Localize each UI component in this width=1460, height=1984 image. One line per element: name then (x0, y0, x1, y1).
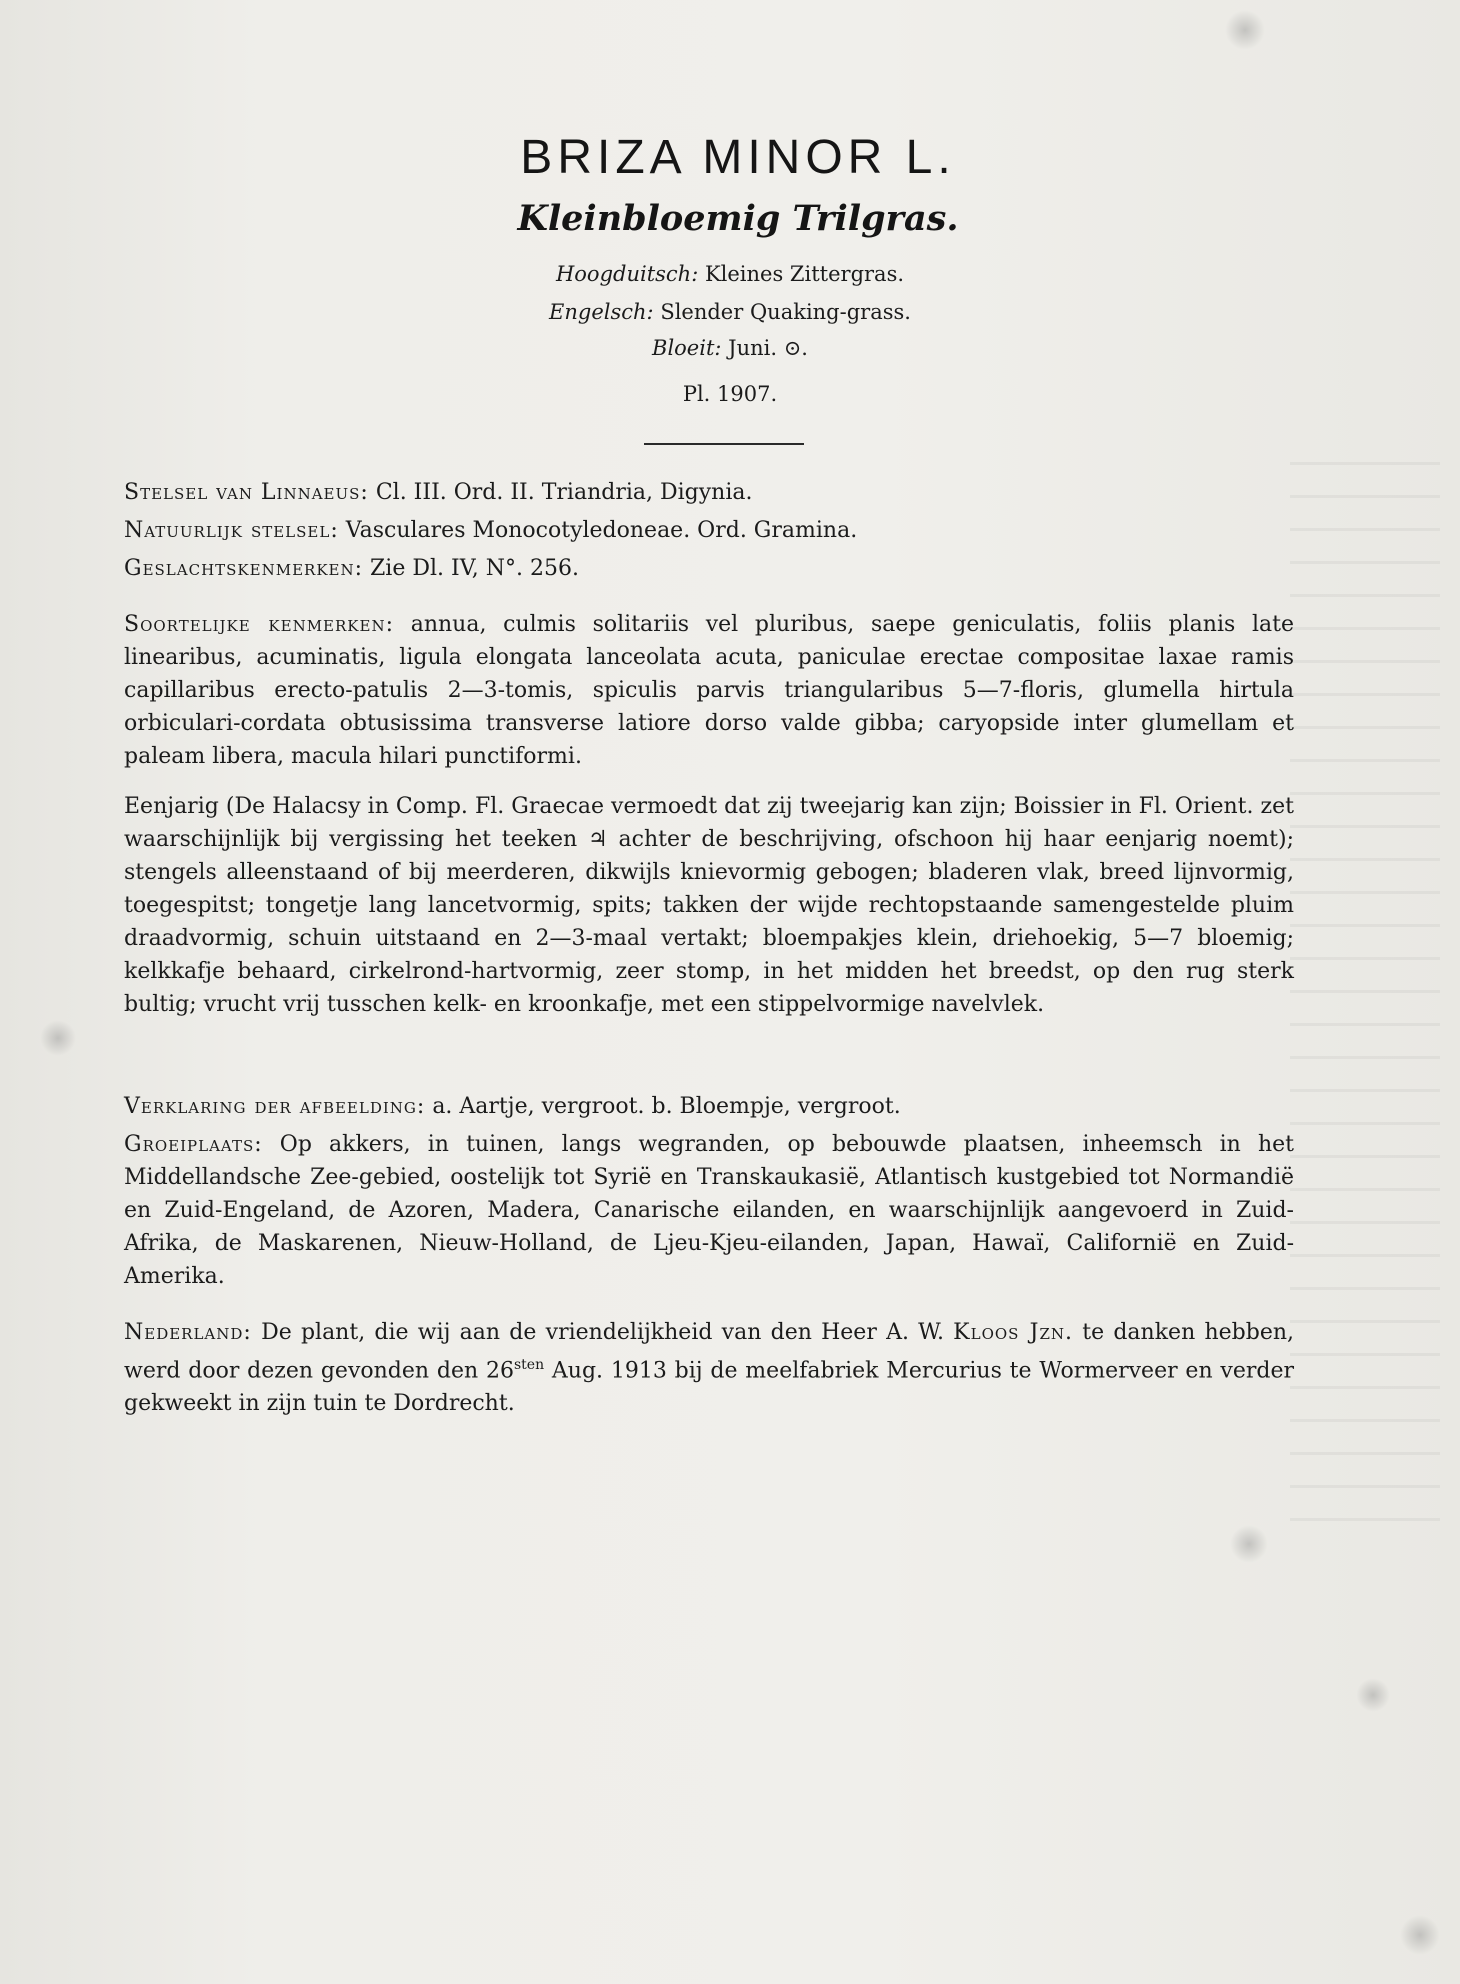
plate-number: Pl. 1907. (682, 382, 778, 406)
page-subtitle: Kleinbloemig Trilgras. (517, 198, 959, 239)
divider-rule (644, 443, 804, 445)
genus-characters (124, 552, 1294, 585)
paper-spot (1225, 10, 1265, 50)
paper-spot (1356, 1678, 1390, 1712)
natural-text: Vasculares Monocotyledoneae. Ord. Gramina. (345, 518, 858, 543)
netherlands-paragraph (124, 1316, 1294, 1420)
linnaeus-label: Stelsel van Linnaeus: (124, 480, 369, 505)
illustration-text: a. Aartje, vergroot. b. Bloempje, vergroot. (432, 1094, 901, 1119)
paper-spot (1400, 1915, 1440, 1955)
english-value: Slender Quaking-grass. (660, 300, 911, 324)
linnaeus-text: Cl. III. Ord. II. Triandria, Digynia. (375, 480, 753, 505)
description-paragraph: Eenjarig (De Halacsy in Comp. Fl. Graecae vermoedt dat zij tweejarig kan zijn; Boissier in Fl. Orient. zet waarschijnlijk bij vergissing het teeken ♃ achter de beschrijving, ofschoon hij haar eenjarig noemt); stengels alleenstaand of bij meerderen, dikwijls knievormig gebogen; bladeren vlak, breed lijnvormig, toegespitst; tongetje lang lancetvormig, spits; takken der wijde rechtopstaande samengestelde pluim draadvormig, schuin uitstaand en 2—3-maal vertakt; bloempakjes klein, driehoekig, 5—7 bloemig; kelkkafje behaard, cirkelrond-hartvormig, zeer stomp, in het midden het breedst, op den rug sterk bultig; vrucht vrij tusschen kelk- en kroonkafje, met een stippelvormige navelvlek. (124, 794, 1294, 1017)
netherlands-text-2: te danken hebben, werd door dezen gevonden den 26 (124, 1320, 1294, 1384)
illustration-explanation (124, 1090, 1294, 1123)
genus-label: Geslachtskenmerken: (124, 556, 364, 581)
blooms-label: Bloeit: (652, 336, 722, 360)
german-name (0, 262, 1460, 286)
english-label: Engelsch: (549, 300, 654, 324)
english-name (0, 300, 1460, 324)
netherlands-text-1: De plant, die wij aan de vriendelijkheid van den Heer A. W. (261, 1320, 944, 1345)
bloom-period (0, 336, 1460, 360)
habitat-text: Op akkers, in tuinen, langs wegranden, op bebouwde plaatsen, inheemsch in het Middellandsche Zee-gebied, oostelijk tot Syrië en Transkaukasië, Atlantisch kustgebied tot Normandië en Zuid-Engeland, de Azoren, Madera, Canarische eilanden, en waarschijnlijk aangevoerd in Zuid-Afrika, de Maskarenen, Nieuw-Holland, de Ljeu-Kjeu-eilanden, Japan, Hawaï, Californië en Zuid-Amerika. (124, 1132, 1294, 1289)
paper-spot (40, 1020, 76, 1056)
show-through-shadow (1290, 440, 1440, 1540)
species-text: annua, culmis solitariis vel pluribus, saepe geniculatis, foliis planis late linearibus, acuminatis, ligula elongata lanceolata acuta, paniculae erectae compositae laxae ramis capillaribus erecto-patulis 2—3-tomis, spiculis parvis triangularibus 5—7-floris, glumella hirtula orbiculari-cordata obtusissima transverse latiore dorso valde gibba; caryopside inter glumellam et paleam libera, macula hilari punctiformi. (124, 612, 1295, 769)
date-superscript: sten (513, 1357, 545, 1373)
german-value: Kleines Zittergras. (704, 262, 905, 286)
german-label: Hoogduitsch: (555, 262, 699, 286)
natural-system (124, 514, 1294, 547)
habitat-paragraph (124, 1128, 1294, 1293)
collector-name: Kloos Jzn. (953, 1320, 1074, 1345)
netherlands-label: Nederland: (124, 1320, 252, 1345)
species-label: Soortelijke kenmerken: (124, 612, 394, 637)
page-title: BRIZA MINOR L. (520, 131, 956, 184)
paper-spot (1230, 1525, 1268, 1563)
blooms-value: Juni. ⊙. (728, 336, 808, 360)
natural-label: Natuurlijk stelsel: (124, 518, 339, 543)
genus-text: Zie Dl. IV, N°. 256. (370, 556, 579, 581)
illustration-label: Verklaring der afbeelding: (124, 1094, 426, 1119)
linnaeus-system (124, 476, 1294, 509)
habitat-label: Groeiplaats: (124, 1132, 263, 1157)
netherlands-text-3: Aug. 1913 bij de meelfabriek Mercurius te Wormerveer en verder gekweekt in zijn tuin te Dordrecht. (124, 1358, 1295, 1417)
species-characters (124, 608, 1294, 773)
